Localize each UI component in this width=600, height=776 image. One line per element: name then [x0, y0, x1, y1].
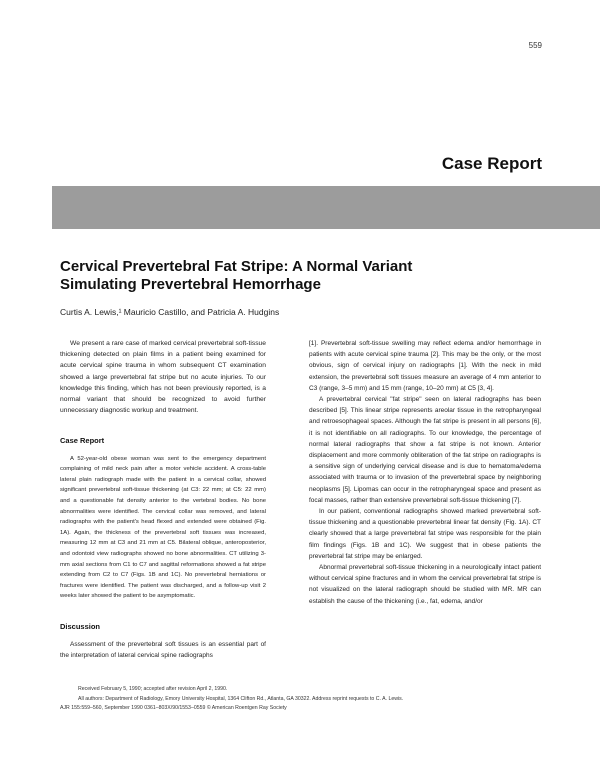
case-report-paragraph: A 52-year-old obese woman was sent to the emergency department complaining of mild neck pain after a motor vehicle accident. A cross-table lateral plain radiograph made with the patient in a cervical collar, showed significant prevertebral soft-tissue thickening (at C3: 22 mm; at C5: 22 mm) and a questionable fat density anterior to the vertebral bodies. No bone abnormalities were identified. The cervical collar was removed, and lateral radiographs with the patient's head flexed and extended were obtained (Fig. 1A). Again, the thickness of the prevertebral soft tissues was increased, measuring 12 mm at C3 and 21 mm at C5. Bilateral oblique, anteroposterior, and odontoid view radiographs showed no bone abnormalities. CT utilizing 3-mm axial sections from C1 to C7 and sagittal reformations showed a fat stripe extending from C2 to C7 (Figs. 1B and 1C). No prevertebral herniations or fractures were identified. The patient was discharged, and a follow-up visit 2 weeks later showed the patient to be asymptomatic. [60, 455, 266, 600]
header-band [52, 186, 600, 229]
right-column [309, 338, 541, 607]
page-number: 559 [528, 41, 542, 50]
case-report-heading: Case Report [60, 436, 105, 446]
discussion-paragraph: Assessment of the prevertebral soft tissues is an essential part of the interpretation of lateral cervical spine radiographs [60, 641, 266, 660]
footnotes [60, 685, 550, 714]
footnote-affiliation: All authors: Department of Radiology, Emory University Hospital, 1364 Clifton Rd., Atlanta, GA 30322. Address reprint requests to C. A. Lewis. [78, 695, 404, 702]
discussion-paragraph-3: In our patient, conventional radiographs showed marked prevertebral soft-tissue thickening and a questionable prevertebral linear fat density (Fig. 1A). CT clearly showed that a large prevertebral fat stripe was responsible for the plain film findings (Figs. 1B and 1C). We suggest that in obese patients the prevertebral fat stripe may be enlarged. [309, 508, 541, 560]
section-header: Case Report [441, 154, 542, 173]
article-title: Cervical Prevertebral Fat Stripe: A Normal Variant Simulating Prevertebral Hemorrhage [60, 258, 413, 293]
footnote-received: Received February 5, 1990; accepted after revision April 2, 1990. [78, 686, 228, 692]
author-list: Curtis A. Lewis,¹ Mauricio Castillo, and Patricia A. Hudgins [60, 307, 280, 317]
discussion-paragraph-4: Abnormal prevertebral soft-tissue thickening in a neurologically intact patient without cervical spine fractures and in whom the cervical prevertebral fat stripe is not visualized on the lateral radiograph should be studied with MR. MR can establish the cause of the thickening (i.e., fat, edema, and/or [309, 564, 541, 605]
discussion-paragraph-2: A prevertebral cervical "fat stripe" seen on lateral radiographs has been described [5]. This linear stripe represents areolar tissue in the retropharyngeal and retroesophageal spaces. Although the fat stripe is present in all persons [6], it is not identifiable on all radiographs. To our knowledge, the percentage of normal lateral radiographs that show a fat stripe is not known. Anterior displacement and more commonly obliteration of the fat stripe on radiographs is a sensitive sign of underlying cervical disease and is due to hematoma/edema associated with trauma or to invasion of the prevertebral space by neighboring neoplasms [5]. Lipomas can occur in the retropharyngeal space and present as focal masses, rather than extensive prevertebral soft-tissue thickening [7]. [309, 396, 541, 504]
abstract-paragraph: We present a rare case of marked cervical prevertebral soft-tissue thickening detected on plain films in a patient being examined for acute cervical spine trauma in whom subsequent CT examination showed a large prevertebral fat stripe but no acute injuries. To our knowledge this finding, which has not been previously reported, is a normal variant that should be recognized to avoid further unnecessary diagnostic workup and treatment. [60, 340, 266, 415]
left-column [60, 338, 266, 662]
discussion-paragraph-1: [1]. Prevertebral soft-tissue swelling may reflect edema and/or hemorrhage in patients with acute cervical spine trauma [2]. This may be the only, or the most obvious, sign of cervical injury on radiographs [1]. With the neck in mild extension, the prevertebral soft tissues measure an average of 4 mm anterior to C3 (range, 3–5 mm) and 15 mm (range, 10–20 mm) at C5 [3, 4]. [309, 340, 541, 392]
footnote-citation: AJR 155:559–560, September 1990 0361–803X/90/1553–0559 © American Roentgen Ray Society [60, 705, 287, 711]
discussion-heading: Discussion [60, 621, 101, 631]
